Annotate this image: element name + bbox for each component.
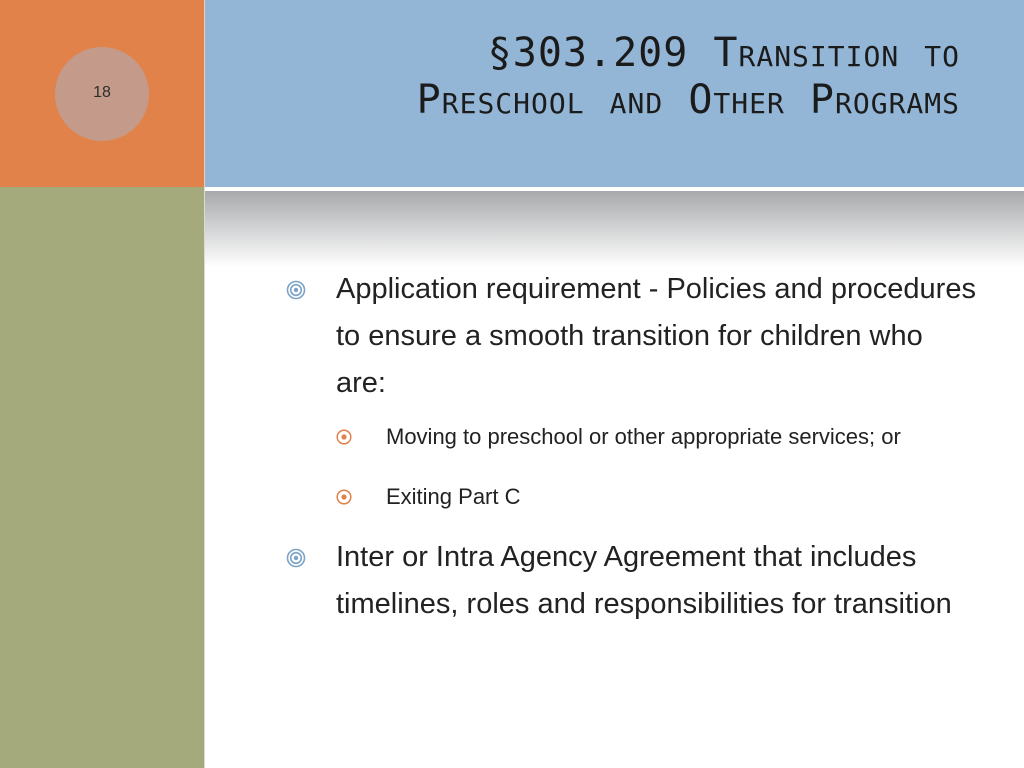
slide-title [417,30,960,124]
slide-number-badge [55,47,149,141]
sub-bullet-text: Exiting Part C [386,484,521,509]
slide-title-line-2: Preschool and Other Programs [416,77,960,123]
target-bullet-icon [336,489,352,505]
target-bullet-icon [336,429,352,445]
shadow-band [205,191,1024,267]
bullet-text: Application requirement - Policies and procedures to ensure a smooth transition for children who are: [336,273,976,399]
slide-number: 18 [93,84,111,101]
slide-title-line-1: §303.209 Transition to [487,30,960,76]
sub-bullet-item [286,477,976,516]
sub-bullet-text: Moving to preschool or other appropriate services; or [386,424,901,449]
sub-bullet-item [286,417,976,456]
target-bullet-icon [286,548,306,568]
vertical-divider [204,0,205,768]
left-sidebar-band [0,187,205,768]
target-bullet-icon [286,280,306,300]
bullet-text: Inter or Intra Agency Agreement that includes timelines, roles and responsibilities for transition [336,541,952,620]
bullet-item [286,534,976,628]
bullet-item [286,266,976,407]
bullet-list [286,266,976,628]
